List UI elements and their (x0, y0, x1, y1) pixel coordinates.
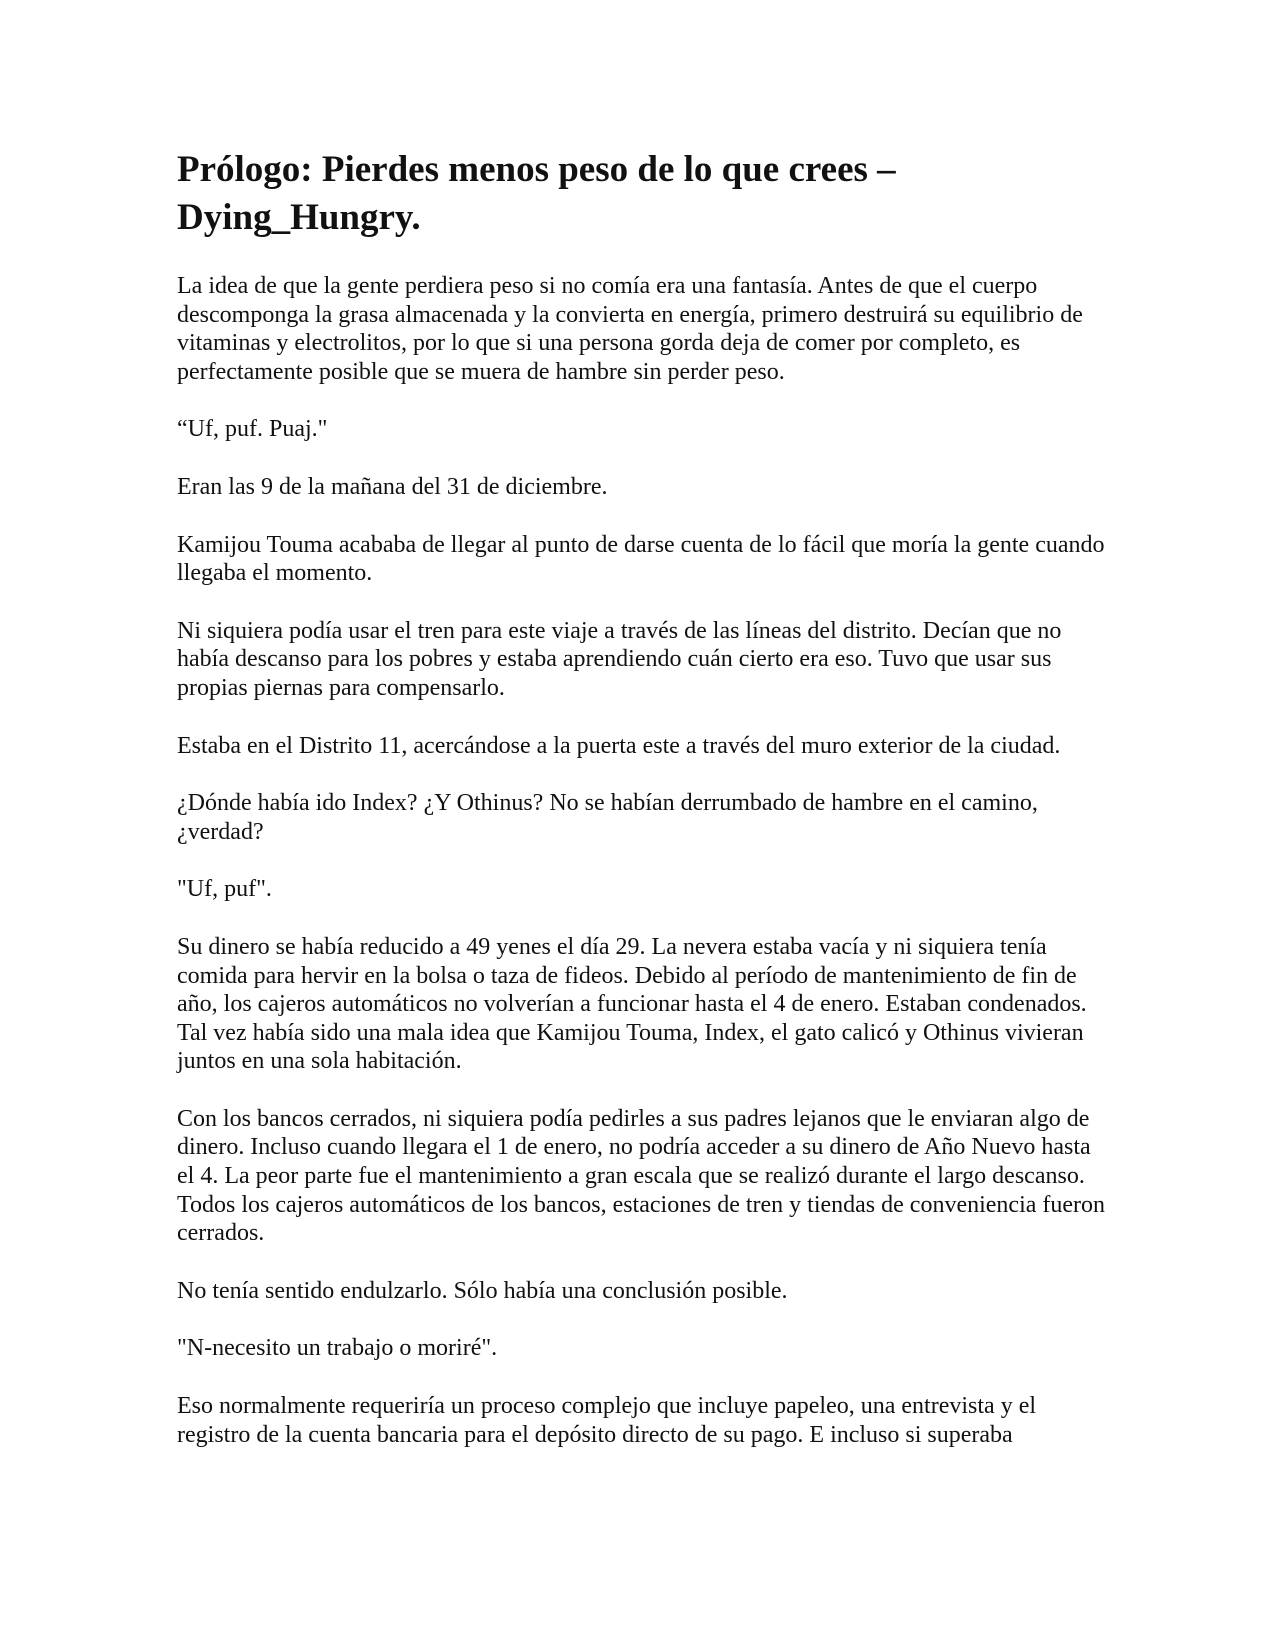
paragraph-4: Kamijou Touma acababa de llegar al punto de darse cuenta de lo fácil que moría la gente cuando llegaba el momento. (177, 531, 1105, 587)
paragraph-1: La idea de que la gente perdiera peso si no comía era una fantasía. Antes de que el cuerpo descomponga la grasa almacenada y la convierta en energía, primero destruirá su equilibrio de vitaminas y electrolitos, por lo que si una persona gorda deja de comer por completo, es perfectamente posible que se muera de hambre sin perder peso. (177, 273, 1083, 385)
paragraph-3: Eran las 9 de la mañana del 31 de diciembre. (177, 473, 608, 500)
paragraph-8: "Uf, puf". (177, 876, 272, 903)
paragraph-10: Con los bancos cerrados, ni siquiera podía pedirles a sus padres lejanos que le enviaran algo de dinero. Incluso cuando llegara el 1 de enero, no podría acceder a su dinero de Año Nuevo hasta el 4. La peor parte fue el mantenimiento a gran escala que se realizó durante el largo descanso. Todos los cajeros automáticos de los bancos, estaciones de tren y tiendas de conveniencia fueron cerrados. (177, 1105, 1106, 1247)
document-body (177, 146, 1107, 1478)
paragraph-11: No tenía sentido endulzarlo. Sólo había una conclusión posible. (177, 1277, 788, 1304)
chapter-title: Prólogo: Pierdes menos peso de lo que crees – Dying_Hungry. (177, 149, 896, 238)
paragraph-7: ¿Dónde había ido Index? ¿Y Othinus? No se habían derrumbado de hambre en el camino, ¿verdad? (177, 790, 1038, 845)
paragraph-6: Estaba en el Distrito 11, acercándose a la puerta este a través del muro exterior de la ciudad. (177, 732, 1061, 759)
paragraph-12: "N-necesito un trabajo o moriré". (177, 1335, 498, 1362)
paragraph-9: Su dinero se había reducido a 49 yenes el día 29. La nevera estaba vacía y ni siquiera tenía comida para hervir en la bolsa o taza de fideos. Debido al período de mantenimiento de fin de año, los cajeros automáticos no volverían a funcionar hasta el 4 de enero. Estaban condenados. Tal vez había sido una mala idea que Kamijou Touma, Index, el gato calicó y Othinus vivieran juntos en una sola habitación. (177, 933, 1087, 1075)
paragraph-2: “Uf, puf. Puaj." (177, 416, 328, 443)
paragraph-5: Ni siquiera podía usar el tren para este viaje a través de las líneas del distrito. Decían que no había descanso para los pobres y estaba aprendiendo cuán cierto era eso. Tuvo que usar sus propias piernas para compensarlo. (177, 617, 1062, 701)
paragraph-13: Eso normalmente requeriría un proceso complejo que incluye papeleo, una entrevista y el registro de la cuenta bancaria para el depósito directo de su pago. E incluso si superaba (177, 1393, 1037, 1448)
